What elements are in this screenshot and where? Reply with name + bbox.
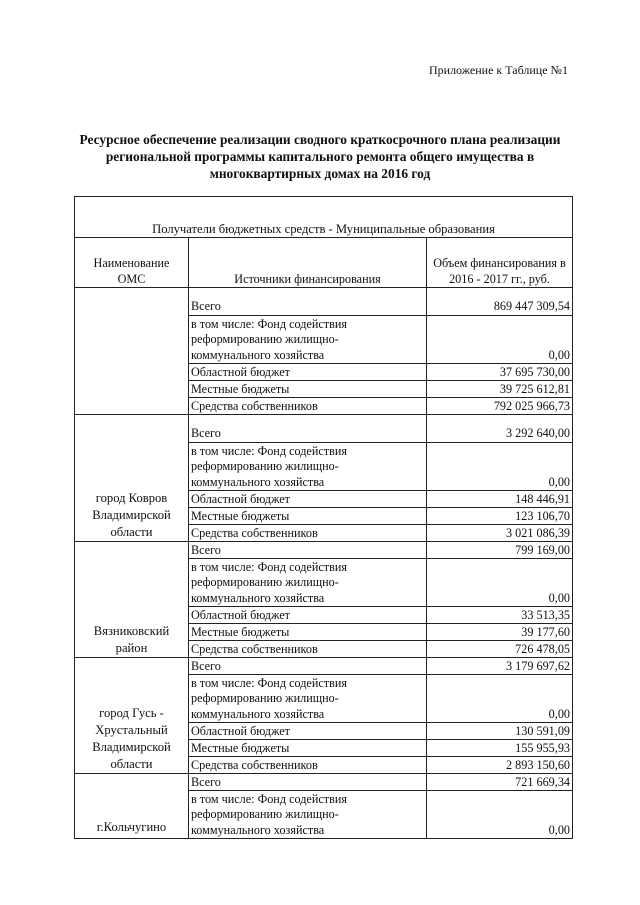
amount-local: 39 177,60: [427, 624, 573, 641]
source-fund: [189, 791, 427, 839]
source-local: Местные бюджеты: [189, 740, 427, 757]
amount-total: 721 669,34: [427, 774, 573, 791]
oms-name-cell: [75, 542, 189, 658]
fund-line: коммунального хозяйства: [191, 706, 325, 721]
oms-name-cell: [75, 288, 189, 415]
source-total: Всего: [189, 774, 427, 791]
amount-local: 123 106,70: [427, 508, 573, 525]
header-line: 2016 - 2017 гг., руб.: [449, 272, 550, 286]
amount-owners: 3 021 086,39: [427, 525, 573, 542]
source-local: Местные бюджеты: [189, 381, 427, 398]
oms-name-line: район: [115, 641, 148, 655]
title-line: Ресурсное обеспечение реализации сводного краткосрочного плана реализации: [79, 132, 561, 147]
header-line: Наименование: [93, 256, 170, 270]
column-header-amount: [427, 238, 573, 288]
fund-line: реформированию жилищно-: [191, 691, 339, 705]
header-line: Объем финансирования в: [433, 256, 566, 270]
amount-local: 39 725 612,81: [427, 381, 573, 398]
amount-total: 869 447 309,54: [427, 288, 573, 316]
fund-line: реформированию жилищно-: [191, 575, 339, 589]
amount-owners: 792 025 966,73: [427, 398, 573, 415]
oms-name-cell: [75, 658, 189, 774]
fund-line: реформированию жилищно-: [191, 332, 339, 346]
amount-owners: 2 893 150,60: [427, 757, 573, 774]
source-regional: Областной бюджет: [189, 723, 427, 740]
fund-line: в том числе: Фонд содействия: [191, 443, 347, 458]
source-regional: Областной бюджет: [189, 491, 427, 508]
funding-table: [74, 196, 573, 839]
source-owners: Средства собственников: [189, 398, 427, 415]
fund-line: коммунального хозяйства: [191, 590, 325, 605]
fund-line: коммунального хозяйства: [191, 347, 325, 362]
oms-name-line: Хрустальный: [95, 723, 168, 737]
source-total: Всего: [189, 542, 427, 559]
column-header-oms: [75, 238, 189, 288]
source-local: Местные бюджеты: [189, 624, 427, 641]
title-line: многоквартирных домах на 2016 год: [209, 166, 431, 181]
source-owners: Средства собственников: [189, 641, 427, 658]
source-total: Всего: [189, 658, 427, 675]
amount-owners: 726 478,05: [427, 641, 573, 658]
fund-line: в том числе: Фонд содействия: [191, 559, 347, 574]
table-caption-row: [75, 197, 573, 238]
amount-total: 799 169,00: [427, 542, 573, 559]
fund-line: в том числе: Фонд содействия: [191, 791, 347, 806]
amount-fund: 0,00: [427, 316, 573, 364]
table-row: [75, 774, 573, 791]
amount-local: 155 955,93: [427, 740, 573, 757]
oms-name-line: области: [110, 525, 153, 539]
oms-name-line: город Гусь -: [99, 706, 164, 720]
table-row: [75, 542, 573, 559]
source-total: Всего: [189, 415, 427, 443]
fund-line: реформированию жилищно-: [191, 459, 339, 473]
oms-name-line: город Ковров: [95, 491, 168, 505]
table-caption: Получатели бюджетных средств - Муниципальные образования: [75, 197, 573, 238]
oms-name-line: г.Кольчугино: [96, 820, 167, 834]
source-local: Местные бюджеты: [189, 508, 427, 525]
oms-name-cell: [75, 774, 189, 839]
fund-line: в том числе: Фонд содействия: [191, 675, 347, 690]
amount-fund: 0,00: [427, 675, 573, 723]
amount-regional: 33 513,35: [427, 607, 573, 624]
amount-fund: 0,00: [427, 559, 573, 607]
source-total: Всего: [189, 288, 427, 316]
source-regional: Областной бюджет: [189, 364, 427, 381]
oms-name-line: Владимирской: [92, 508, 171, 522]
table-header-row: [75, 238, 573, 288]
amount-regional: 37 695 730,00: [427, 364, 573, 381]
amount-regional: 148 446,91: [427, 491, 573, 508]
table-row: [75, 658, 573, 675]
fund-line: в том числе: Фонд содействия: [191, 316, 347, 331]
amount-fund: 0,00: [427, 791, 573, 839]
source-fund: [189, 559, 427, 607]
document-title: [70, 131, 570, 182]
source-fund: [189, 316, 427, 364]
header-line: ОМС: [117, 272, 146, 286]
fund-line: коммунального хозяйства: [191, 474, 325, 489]
fund-line: реформированию жилищно-: [191, 807, 339, 821]
column-header-sources: Источники финансирования: [189, 238, 427, 288]
table-row: [75, 415, 573, 443]
title-line: региональной программы капитального ремонта общего имущества в: [105, 149, 535, 164]
fund-line: коммунального хозяйства: [191, 822, 325, 837]
oms-name-line: Вязниковский: [93, 624, 170, 638]
source-regional: Областной бюджет: [189, 607, 427, 624]
source-fund: [189, 443, 427, 491]
oms-name-line: Владимирской: [92, 740, 171, 754]
table-row: [75, 288, 573, 316]
amount-total: 3 179 697,62: [427, 658, 573, 675]
source-owners: Средства собственников: [189, 757, 427, 774]
source-owners: Средства собственников: [189, 525, 427, 542]
source-fund: [189, 675, 427, 723]
oms-name-line: области: [110, 757, 153, 771]
amount-total: 3 292 640,00: [427, 415, 573, 443]
amount-fund: 0,00: [427, 443, 573, 491]
appendix-label: Приложение к Таблице №1: [428, 63, 568, 77]
oms-name-cell: [75, 415, 189, 542]
amount-regional: 130 591,09: [427, 723, 573, 740]
